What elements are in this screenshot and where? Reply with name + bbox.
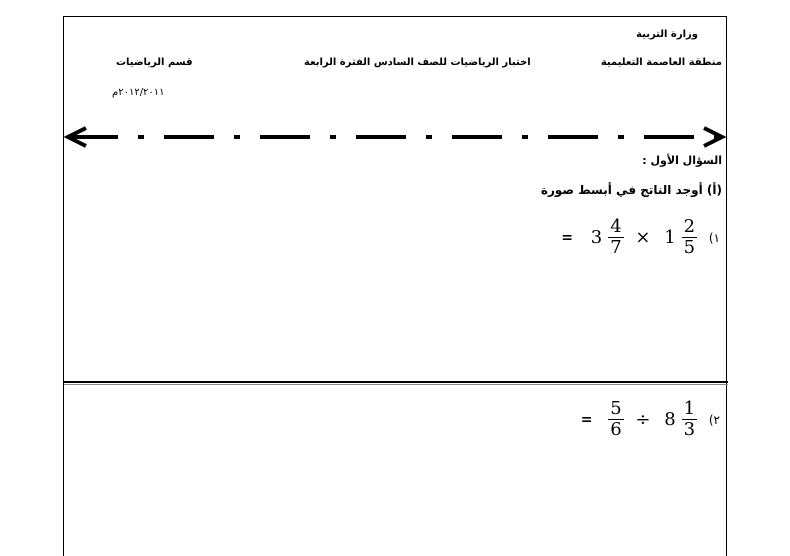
ministry-name: وزارة التربية: [636, 29, 698, 40]
fraction: [682, 217, 697, 258]
region-name: منطقة العاصمة التعليمية: [600, 57, 722, 68]
problem-2: [581, 399, 720, 440]
denominator: 3: [683, 419, 696, 440]
academic-year: ٢٠١٢/٢٠١١م: [112, 87, 165, 98]
question-heading: السؤال الأول :: [642, 154, 722, 167]
exam-title: اختبار الرياضيات للصف السادس الفترة الرابعة: [304, 57, 531, 68]
divide-operator: ÷: [635, 409, 651, 430]
question-subheading: (أ) أوجد الناتج في أبسط صورة: [540, 183, 722, 197]
equals-sign: =: [561, 229, 574, 246]
denominator: 7: [610, 237, 622, 258]
numerator: 4: [610, 216, 622, 237]
exam-page: [63, 16, 727, 556]
whole-number: 1: [664, 227, 676, 248]
department-name: قسم الرياضيات: [116, 57, 193, 68]
numerator: 5: [610, 398, 622, 419]
fraction: [608, 217, 623, 258]
problem-label: (١: [708, 230, 720, 245]
numerator: 2: [683, 216, 696, 237]
numerator: 1: [683, 398, 696, 419]
denominator: 6: [610, 419, 622, 440]
fraction: [682, 399, 697, 440]
multiply-operator: ×: [635, 227, 651, 248]
dash-dot-arrow-divider: [64, 122, 728, 152]
right-arrow-head-icon: [704, 128, 722, 146]
whole-number: 8: [664, 409, 676, 430]
fraction: [608, 399, 623, 440]
denominator: 5: [683, 237, 696, 258]
equals-sign: =: [580, 411, 593, 428]
section-separator: [64, 381, 728, 385]
problem-label: (٢: [708, 412, 720, 427]
problem-1: [561, 217, 720, 258]
whole-number: 3: [590, 227, 603, 248]
